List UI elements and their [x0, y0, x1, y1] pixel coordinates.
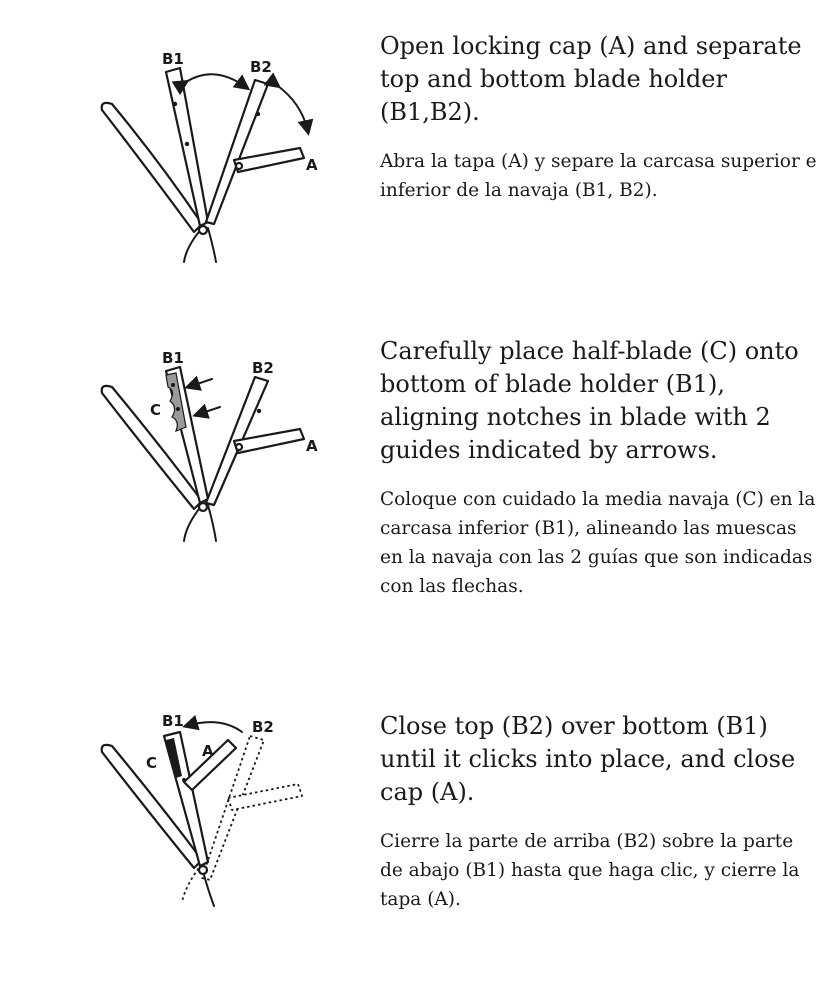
label-b2: B2 — [250, 58, 272, 76]
razor-close-icon — [90, 710, 320, 930]
label-b1: B1 — [162, 50, 184, 68]
label-b2: B2 — [252, 359, 274, 377]
label-b1: B1 — [162, 349, 184, 367]
step-3-english: Close top (B2) over bottom (B1) until it clicks into place, and close cap (A). — [380, 712, 796, 806]
razor-open-icon — [90, 52, 320, 272]
step-2-text — [380, 335, 820, 601]
label-a: A — [306, 156, 318, 174]
step-3-spanish: Cierre la parte de arriba (B2) sobre la parte de abajo (B1) hasta que haga clic, y cierre la tapa (A). — [380, 831, 800, 910]
razor-insert-blade-icon — [90, 345, 320, 565]
step-1-english: Open locking cap (A) and separate top and bottom blade holder (B1,B2). — [380, 32, 802, 126]
label-a: A — [306, 437, 318, 455]
label-a: A — [202, 742, 214, 760]
step-1-text — [380, 30, 820, 205]
step-1-spanish: Abra la tapa (A) y separe la carcasa superior e inferior de la navaja (B1, B2). — [380, 151, 817, 201]
label-b1: B1 — [162, 712, 184, 730]
label-b2: B2 — [252, 718, 274, 736]
step-3-text — [380, 710, 820, 914]
label-c: C — [150, 401, 162, 419]
label-c: C — [146, 754, 158, 772]
step-2-english: Carefully place half-blade (C) onto bottom of blade holder (B1), aligning notches in blade with 2 guides indicated by arrows. — [380, 337, 799, 464]
step-2-spanish: Coloque con cuidado la media navaja (C) en la carcasa inferior (B1), alineando las muescas en la navaja con las 2 guías que son indicadas con las flechas. — [380, 489, 816, 597]
